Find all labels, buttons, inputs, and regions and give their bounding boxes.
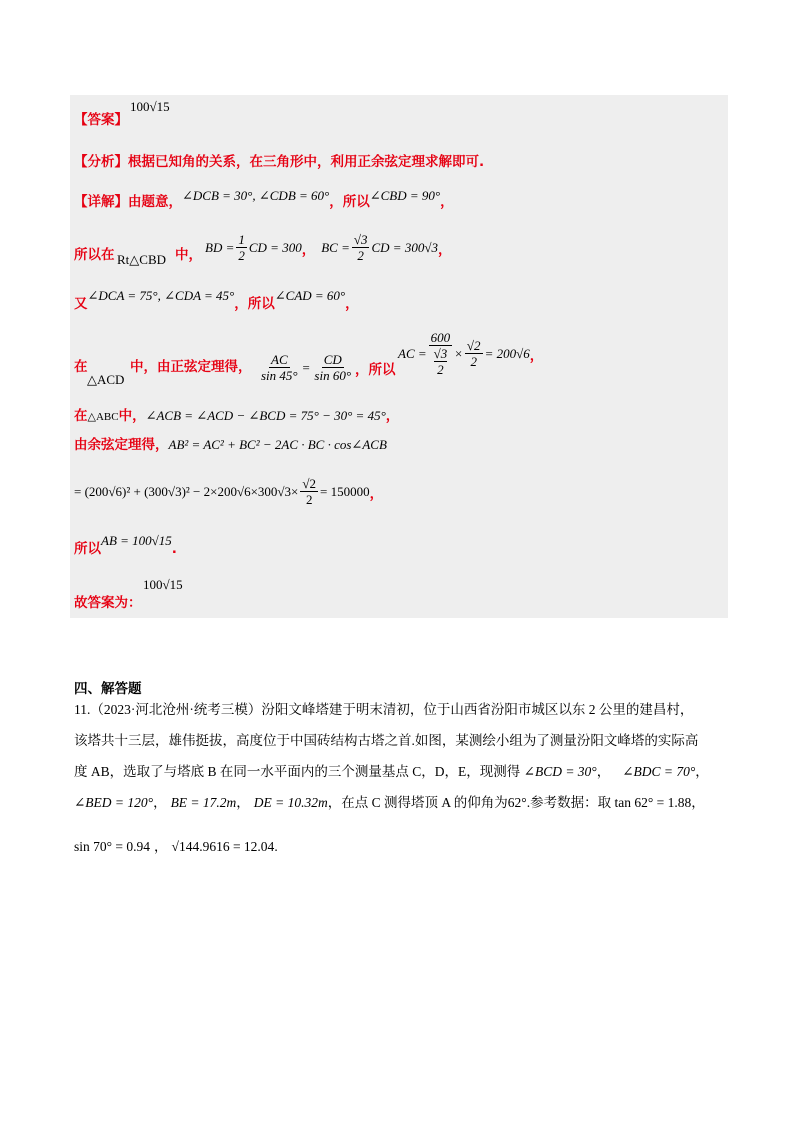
- period: .: [171, 541, 177, 557]
- q3-text: 度 AB，选取了与塔底 B 在同一水平面内的三个测量基点 C，D，E，现测得: [74, 764, 524, 779]
- comma: ，: [385, 408, 400, 424]
- q4-text: ，在点 C 测得塔顶 A 的仰角为: [327, 795, 508, 810]
- ref-text: .参考数据：取: [526, 795, 615, 810]
- comma: ，: [301, 241, 316, 257]
- zhong: 中，: [118, 408, 146, 424]
- ac-lhs: AC =: [398, 345, 427, 361]
- comma: ，: [596, 764, 611, 779]
- den-2: 2: [470, 354, 477, 369]
- calc-left: = (200√6)² + (300√3)² − 2×200√6×300√3×: [74, 483, 299, 499]
- sqrt2: √2: [466, 338, 481, 353]
- angle-cda-line: [74, 288, 359, 312]
- detail-intro: 由题意，: [128, 194, 182, 210]
- comma: ，: [437, 241, 452, 257]
- cos-rule-line: [74, 433, 387, 453]
- calc-den: 2: [305, 492, 313, 507]
- cos-rule-text: 由余弦定理得，: [74, 437, 169, 453]
- detail-label: 【详解】: [74, 194, 128, 210]
- comma: ，: [695, 764, 709, 779]
- sqrt2-half: [465, 338, 483, 369]
- analysis-line: [74, 150, 484, 170]
- question-line-5: [74, 835, 278, 855]
- comma: ，: [236, 795, 250, 810]
- tan62: tan 62° = 1.88: [614, 795, 692, 810]
- so-word: ，所以: [329, 194, 370, 210]
- analysis-label: 【分析】: [74, 154, 128, 170]
- comma: ，: [440, 194, 454, 210]
- cd-sin60-fraction: [312, 352, 353, 383]
- elevation-angle: 62°: [507, 795, 527, 810]
- detail-line: [74, 190, 454, 210]
- you-word: 又: [74, 296, 88, 312]
- question-line-3: [74, 760, 709, 780]
- num-600: 600: [430, 330, 451, 345]
- ab-result: AB = 100√15: [101, 533, 172, 548]
- bc-num: √3: [353, 232, 368, 247]
- ac-sin45-fraction: [259, 352, 300, 383]
- sqrt-value: √144.9616 = 12.04: [171, 839, 275, 854]
- bd-rhs: CD = 300: [248, 239, 302, 255]
- angle-cad: ∠CAD = 60°: [274, 288, 346, 303]
- de-length: DE = 10.32m: [253, 795, 328, 810]
- angles-cda: ∠DCA = 75°, ∠CDA = 45°: [87, 288, 235, 303]
- comma: ，: [529, 347, 544, 363]
- ac-num: AC: [271, 352, 288, 367]
- answer-label: 【答案】: [74, 112, 128, 128]
- sqrt3: √3: [433, 346, 448, 361]
- comma: ，: [154, 839, 168, 854]
- sin45-den: sin 45°: [261, 368, 298, 383]
- so-in-label: 所以在: [74, 247, 115, 263]
- zai-word: 在: [74, 359, 88, 375]
- given-angles: ∠DCB = 30°, ∠CDB = 60°: [182, 188, 330, 203]
- so-word: ，所以: [355, 361, 396, 377]
- analysis-text: 根据已知角的关系，在三角形中，利用正余弦定理求解即可.: [128, 154, 485, 170]
- calc-line: [74, 476, 383, 507]
- cos-rule-formula: AB² = AC² + BC² − 2AC · BC · cos∠ACB: [168, 437, 387, 452]
- be-length: BE = 17.2m: [170, 795, 237, 810]
- so-word: 所以: [74, 541, 101, 557]
- half-den: 2: [238, 248, 245, 263]
- question-line-2: 该塔共十三层，雄伟挺拔，高度位于中国砖结构古塔之首.如图，某测绘小组为了测量汾阳文峰塔的实际高: [74, 733, 699, 748]
- tri-cbd: Rt△CBD: [117, 252, 167, 267]
- bc-rhs: CD = 300√3: [371, 239, 438, 255]
- angle-bdc: ∠BDC = 70°: [622, 764, 696, 779]
- half-fraction: [236, 232, 247, 263]
- answer-value: 100√15: [130, 99, 170, 114]
- half-num: 1: [238, 232, 245, 247]
- tri-abc: △ABC: [87, 411, 119, 423]
- calc-right: = 150000: [320, 483, 370, 499]
- comma: ，: [345, 296, 359, 312]
- calc-fraction: [300, 476, 318, 507]
- complex-fraction: [429, 330, 453, 377]
- comma: ，: [369, 485, 384, 501]
- period: .: [274, 839, 278, 854]
- ac-result: = 200√6: [484, 345, 530, 361]
- comma: ，: [153, 795, 167, 810]
- final-value: 100√15: [143, 577, 183, 592]
- question-line-4: [74, 791, 705, 811]
- zhong: 中，: [175, 247, 202, 263]
- bd-equation: [205, 232, 451, 263]
- angle-bcd: ∠BCD = 30°: [523, 764, 597, 779]
- comma: ，: [691, 795, 705, 810]
- sine-rule-text: 中，由正弦定理得，: [130, 359, 252, 375]
- angle-acb: ∠ACB = ∠ACD − ∠BCD = 75° − 30° = 45°: [145, 408, 386, 423]
- question-line-1: 11.（2023·河北沧州·统考三模）汾阳文峰塔建于明末清初，位于山西省汾阳市城区以东 2 公里的建昌村，: [74, 702, 694, 717]
- sin70: sin 70° = 0.94: [74, 839, 151, 854]
- final-label: 故答案为：: [74, 595, 142, 611]
- times-sign: ×: [454, 345, 463, 361]
- zai-word: 在: [74, 408, 88, 424]
- bd-lhs: BD =: [205, 239, 235, 255]
- angle-cbd: ∠CBD = 90°: [369, 188, 441, 203]
- tri-acd: △ACD: [87, 372, 125, 387]
- tri-abc-line: [74, 404, 399, 424]
- sin60-den: sin 60°: [314, 368, 352, 383]
- calc-num: √2: [302, 476, 317, 491]
- bc-lhs: BC =: [321, 239, 350, 255]
- inner-fraction: [432, 346, 450, 377]
- den-2: 2: [437, 362, 444, 377]
- ac-calculation: [398, 330, 543, 377]
- cd-num: CD: [323, 352, 342, 367]
- sine-rule-equation: $\frac{AC}{\sin 45^\circ}$ = $\frac{CD}{\sin 60^\circ}$ ，所以: [261, 352, 396, 383]
- section-heading: 四、解答题: [74, 681, 142, 697]
- so-ab-line: [74, 533, 177, 557]
- angle-bed: ∠BED = 120°: [74, 795, 154, 810]
- so-word: ，所以: [234, 296, 275, 312]
- bc-den: 2: [357, 248, 364, 263]
- bc-fraction: [352, 232, 370, 263]
